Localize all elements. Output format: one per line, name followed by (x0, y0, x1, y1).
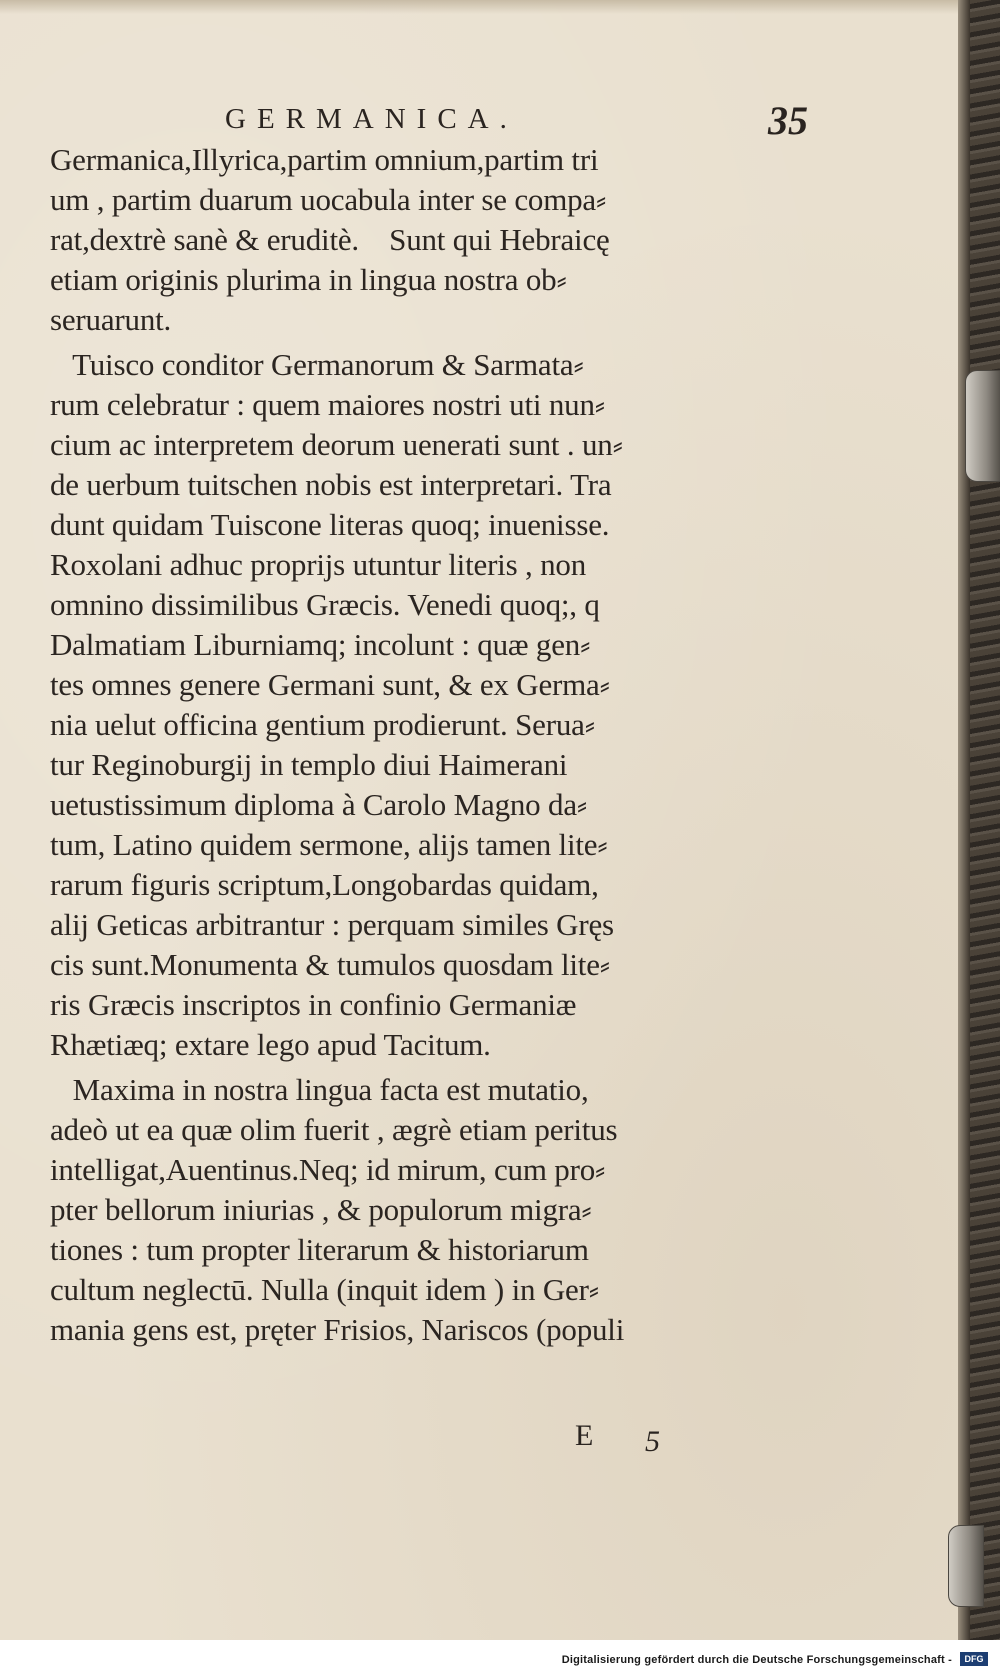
text-line: etiam originis plurima in lingua nostra ob⸗ (50, 262, 567, 297)
text-line: rat,dextrè sanè & eruditè. Sunt qui Hebraicę (50, 222, 610, 257)
text-line: adeò ut ea quæ olim fuerit , ægrè etiam peritus (50, 1112, 618, 1147)
text-line: cis sunt.Monumenta & tumulos quosdam lite⸗ (50, 947, 610, 982)
clasp-bottom-icon (948, 1525, 984, 1607)
text-line: Roxolani adhuc proprijs utuntur literis , non (50, 547, 587, 582)
text-line: tiones : tum propter literarum & historiarum (50, 1232, 589, 1267)
signature-number: 5 (645, 1425, 660, 1458)
text-line: rum celebratur : quem maiores nostri uti nun⸗ (50, 387, 605, 422)
text-line: rarum figuris scriptum,Longobardas quidam, (50, 867, 599, 902)
text-line: mania gens est, pręter Frisios, Nariscos (populi (50, 1312, 625, 1347)
text-line: Tuisco conditor Germanorum & Sarmata⸗ (50, 347, 584, 382)
text-line: Rhætiæq; extare lego apud Tacitum. (50, 1027, 491, 1062)
text-line: tum, Latino quidem sermone, alijs tamen lite⸗ (50, 827, 608, 862)
text-line: omnino dissimilibus Græcis. Venedi quoq;, q (50, 587, 600, 622)
text-line: uetustissimum diploma à Carolo Magno da⸗ (50, 787, 588, 822)
running-header: GERMANICA. (225, 103, 518, 135)
text-line: Germanica,Illyrica,partim omnium,partim tri (50, 142, 599, 177)
clasp-top-icon (965, 370, 1000, 482)
binding-gutter (958, 0, 970, 1640)
text-line: Dalmatiam Liburniamq; incolunt : quæ gen⸗ (50, 627, 591, 662)
text-line: um , partim duarum uocabula inter se compa⸗ (50, 182, 607, 217)
book-binding (958, 0, 1000, 1640)
text-line: tes omnes genere Germani sunt, & ex Germa⸗ (50, 667, 610, 702)
text-line: ris Græcis inscriptos in confinio Germaniæ (50, 987, 577, 1022)
text-line: seruarunt. (50, 302, 172, 337)
text-line: alij Geticas arbitrantur : perquam similes Gręs (50, 907, 614, 942)
digitization-credit: Digitalisierung gefördert durch die Deutsche Forschungsgemeinschaft - (561, 1654, 952, 1666)
page-edge-shadow (0, 0, 985, 14)
text-line: cultum neglectū. Nulla (inquit idem ) in Ger⸗ (50, 1272, 599, 1307)
signature-mark: E (575, 1419, 594, 1452)
text-line: intelligat,Auentinus.Neq; id mirum, cum pro⸗ (50, 1152, 606, 1187)
text-line: cium ac interpretem deorum uenerati sunt . un⸗ (50, 427, 623, 462)
text-line: pter bellorum iniurias , & populorum migra⸗ (50, 1192, 592, 1227)
text-line: Maxima in nostra lingua facta est mutatio, (50, 1072, 589, 1107)
page-number: 35 (768, 98, 808, 143)
text-line: dunt quidam Tuiscone literas quoq; inuenisse. (50, 507, 610, 542)
text-line: tur Reginoburgij in templo diui Haimerani (50, 747, 568, 782)
text-line: de uerbum tuitschen nobis est interpretari. Tra (50, 467, 612, 502)
text-line: nia uelut officina gentium prodierunt. Serua⸗ (50, 707, 595, 742)
dfg-logo-icon: DFG (960, 1652, 988, 1666)
